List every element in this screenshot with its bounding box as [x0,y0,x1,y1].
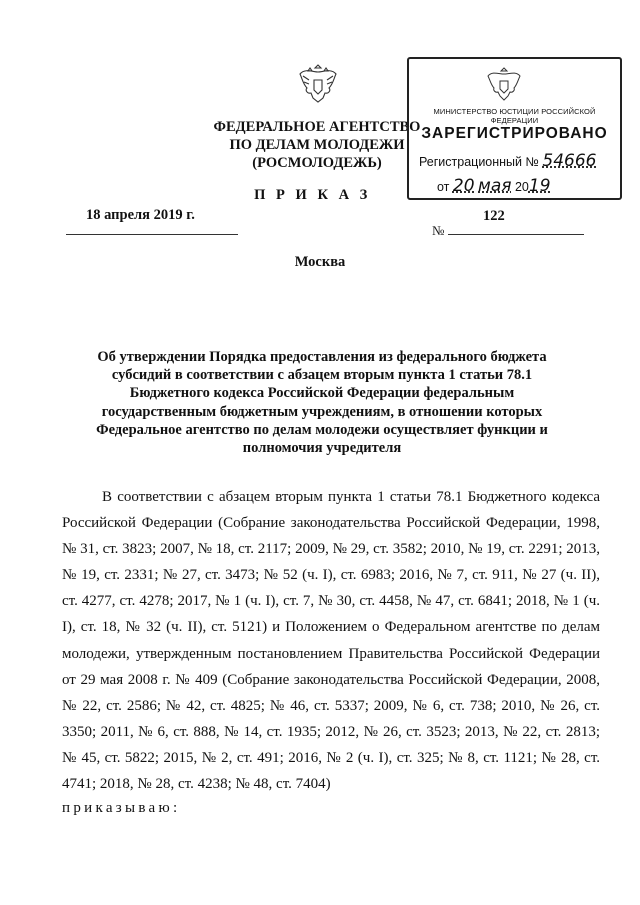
order-word: приказываю: [62,800,181,816]
stamp-date-month: мая [478,176,512,196]
stamp-registered-label: ЗАРЕГИСТРИРОВАНО [421,125,608,142]
stamp-emblem-icon [484,65,524,103]
stamp-reg-number: 54666 [542,151,597,171]
agency-name-line: ПО ДЕЛАМ МОЛОДЕЖИ [229,137,405,153]
stamp-reg-label: Регистрационный № [419,155,539,169]
document-body-paragraph: В соответствии с абзацем вторым пункта 1 статьи 78.1 Бюджетного кодекса Российской Федерации (Собрание законодательства Российской Федерации, 1998, № 31, ст. 3823; 2007, № 18, ст. 2117; 2009, № 29, ст. 3582; 2010, № 19, ст. 2291; 2013, № 19, ст. 2331; № 27, ст. 3473; № 52 (ч. I), ст. 6983; 2016, № 7, ст. 911, № 27 (ч. II), ст. 4277, ст. 4278; 2017, № 1 (ч. I), ст. 7, № 30, ст. 4458, № 47, ст. 6841; 2018, № 1 (ч. I), ст. 18, № 32 (ч. II), ст. 5121) и Положением о Федеральном агентстве по делам молодежи, утвержденным постановлением Правительства Российской Федерации от 29 мая 2008 г. № 409 (Собрание законодательства Российской Федерации, 2008, № 22, ст. 2586; № 42, ст. 4825; № 46, ст. 5337; 2009, № 6, ст. 738; 2010, № 26, ст. 3350; 2011, № 6, ст. 888, № 14, ст. 1935; 2012, № 26, ст. 3523; 2013, № 22, ст. 2813; № 45, ст. 5822; 2015, № 2, ст. 491; 2016, № 2 (ч. I), ст. 325; № 8, ст. 1121; № 28, ст. 4741; 2018, № 28, ст. 4238; № 48, ст. 7404) [62,489,600,793]
registration-stamp [407,57,622,200]
stamp-year-prefix: 20 [514,180,529,194]
stamp-date-line [437,176,551,196]
stamp-date-day: 20 [452,176,475,196]
number-sign: № [432,223,445,238]
stamp-year-suffix: 19 [528,176,551,196]
document-city: Москва [294,254,346,270]
document-date: 18 апреля 2019 г. [86,207,195,223]
stamp-registration-line [419,151,597,171]
stamp-date-prefix: от [437,180,450,194]
agency-name-line: ФЕДЕРАЛЬНОЕ АГЕНТСТВО [213,119,421,135]
date-underline [66,234,238,235]
agency-header [212,118,422,172]
document-number: 122 [483,208,505,224]
document-type: П Р И К А З [254,187,371,203]
coat-of-arms-icon [295,60,341,106]
number-underline [448,234,584,235]
document-title: Об утверждении Порядка предоставления из федерального бюджета субсидий в соответствии с абзацем вторым пункта 1 статьи 78.1 Бюджетного кодекса Российской Федерации федеральным государственным бюджетным учреждениям, в отношении которых Федеральное агентство по делам молодежи осуществляет функции и полномочия учредителя [96,349,548,457]
stamp-ministry-name: МИНИСТЕРСТВО ЮСТИЦИИ РОССИЙСКОЙ ФЕДЕРАЦИИ [433,107,596,125]
agency-abbreviation: (РОСМОЛОДЕЖЬ) [252,155,382,171]
